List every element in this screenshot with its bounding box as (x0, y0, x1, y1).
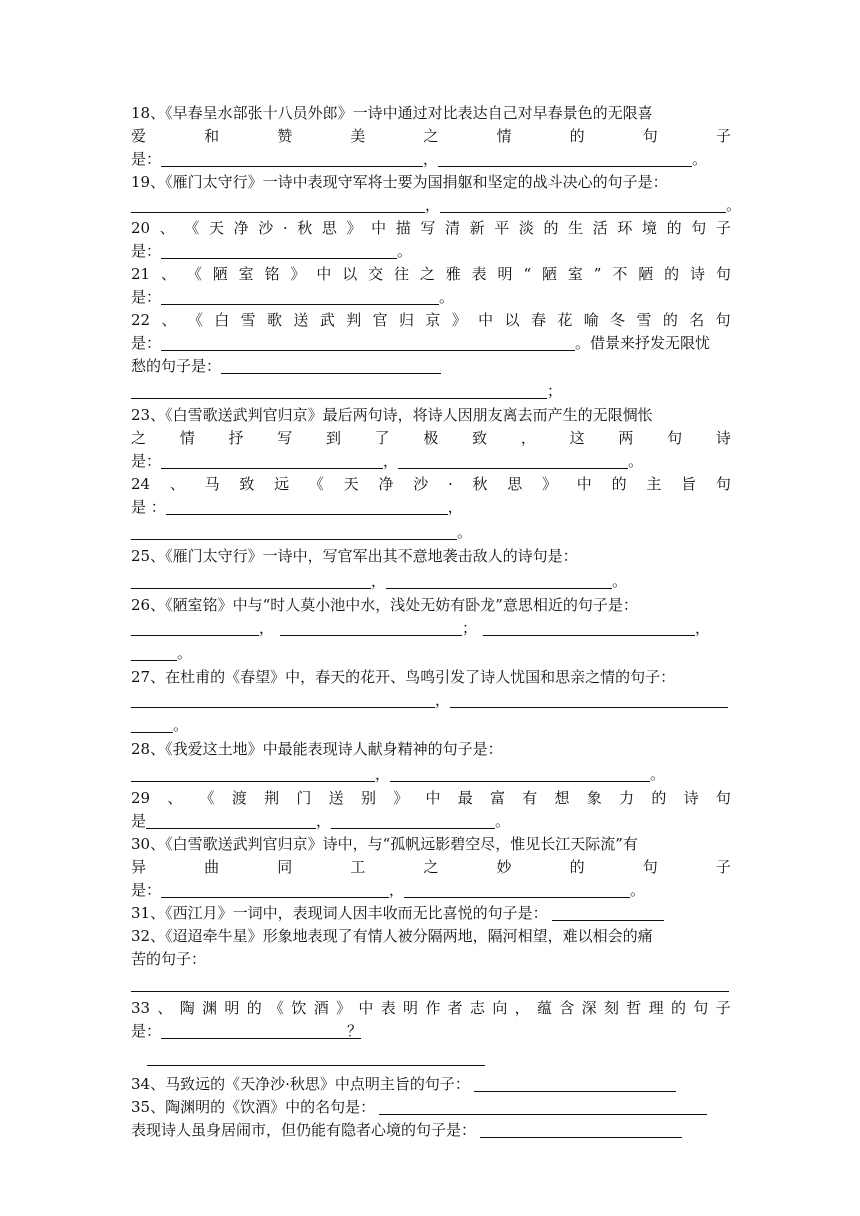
justified-char: 子 (715, 858, 731, 876)
justified-char: 明 (403, 999, 419, 1017)
justified-char: “ (523, 265, 532, 283)
justified-char: 天 (208, 219, 224, 237)
answer-blank[interactable] (131, 572, 371, 589)
answer-blank[interactable] (131, 523, 457, 540)
justified-char: 以 (342, 265, 358, 283)
answer-blank[interactable] (131, 196, 425, 213)
answer-blank[interactable] (166, 498, 448, 515)
q21-line1 (131, 263, 731, 286)
justified-char: 子 (715, 999, 731, 1017)
justified-char: 》 (542, 475, 558, 493)
justified-char: 的 (569, 127, 585, 145)
justified-char: ， (514, 999, 530, 1017)
justified-char: 句 (691, 219, 707, 237)
justified-char: 志 (470, 999, 486, 1017)
answer-blank[interactable] (131, 765, 375, 782)
justified-char: 之 (419, 265, 435, 283)
justified-char: 句 (715, 789, 731, 807)
justified-char: 中 (371, 219, 387, 237)
answer-blank[interactable] (131, 691, 435, 708)
justified-char: 中 (478, 311, 494, 329)
answer-blank[interactable] (131, 716, 173, 733)
justified-char: 新 (469, 219, 485, 237)
justified-char: 沙 (258, 219, 274, 237)
justified-char: 工 (350, 858, 366, 876)
justified-char: 者 (447, 999, 463, 1017)
justified-char: 哲 (626, 999, 642, 1017)
justified-char: 深 (581, 999, 597, 1017)
justified-char: 子 (715, 219, 731, 237)
justified-char: 酒 (313, 999, 329, 1017)
justified-char: 平 (494, 219, 510, 237)
justified-char: 京 (425, 311, 441, 329)
answer-blank[interactable] (146, 812, 316, 829)
justified-char: 《 (308, 475, 324, 493)
justified-char: 《 (187, 311, 203, 329)
justified-char: 秋 (297, 219, 313, 237)
justified-char: 中 (576, 475, 592, 493)
justified-char: 句 (642, 127, 658, 145)
justified-char: 了 (374, 429, 390, 447)
justified-char: 的 (666, 219, 682, 237)
answer-blank[interactable] (450, 691, 728, 708)
q35-line2: 表现诗人虽身居闹市，但仍能有隐者心境的句子是： (131, 1119, 731, 1142)
justified-char: 最 (457, 789, 473, 807)
justified-char: 描 (395, 219, 411, 237)
answer-blank[interactable] (131, 382, 547, 399)
justified-char: 饮 (291, 999, 307, 1017)
q20-line2: 是： 。 (131, 242, 413, 260)
justified-char: 致 (239, 475, 255, 493)
q27-line1: 27、在杜甫的《春望》中，春天的花开、鸟鸣引发了诗人忧国和思亲之情的句子： (131, 668, 676, 686)
q28-line2: ， 。 (131, 761, 731, 787)
q32-line3 (131, 971, 731, 997)
justified-char: 沙 (413, 475, 429, 493)
justified-char: 刻 (603, 999, 619, 1017)
justified-char: 21 (131, 265, 151, 283)
justified-char: 、 (159, 219, 175, 237)
justified-char: 武 (319, 311, 335, 329)
answer-blank[interactable] (398, 452, 628, 469)
justified-char: 写 (277, 429, 293, 447)
q22-line1 (131, 309, 731, 332)
q21-line2: 是： 。 (131, 288, 455, 306)
answer-blank[interactable] (379, 1098, 707, 1115)
justified-char: 明 (497, 265, 513, 283)
justified-char: 20 (131, 219, 151, 237)
justified-char: 表 (471, 265, 487, 283)
answer-blank[interactable] (131, 619, 259, 636)
justified-char: 象 (586, 789, 602, 807)
justified-char: 句 (667, 429, 683, 447)
justified-char: 蕴 (536, 999, 552, 1017)
justified-char: 、 (160, 265, 176, 283)
q18-line2 (131, 125, 731, 148)
justified-char: 喻 (583, 311, 599, 329)
justified-char: 想 (554, 789, 570, 807)
q22-line4: ； (131, 378, 731, 404)
answer-blank[interactable] (161, 334, 575, 351)
justified-char: 马 (204, 475, 220, 493)
justified-char: 陋 (541, 265, 557, 283)
justified-char: 净 (378, 475, 394, 493)
q25-line2: ， 。 (131, 568, 731, 594)
answer-blank[interactable] (131, 975, 729, 992)
justified-char: 、 (157, 999, 173, 1017)
justified-char: 22 (131, 311, 151, 329)
justified-char: 和 (204, 127, 220, 145)
justified-char: 爱 (131, 127, 147, 145)
justified-char: 陋 (212, 265, 228, 283)
justified-char: 《 (184, 219, 200, 237)
justified-char: 陋 (638, 265, 654, 283)
q30-line2 (131, 856, 731, 879)
q24-line3: 。 (131, 519, 731, 545)
justified-char: 句 (693, 999, 709, 1017)
q24-line1 (131, 473, 731, 496)
justified-char: 理 (648, 999, 664, 1017)
answer-blank[interactable] (161, 288, 439, 305)
answer-blank[interactable] (161, 452, 383, 469)
q24-line2: 是 ： ， (131, 498, 463, 516)
q26-line3: 。 (131, 640, 731, 666)
justified-char: 天 (343, 475, 359, 493)
justified-char: 力 (619, 789, 635, 807)
justified-char: 》 (451, 311, 467, 329)
justified-char: 渊 (202, 999, 218, 1017)
justified-char: 这 (569, 429, 585, 447)
justified-char: 清 (444, 219, 460, 237)
justified-char: 思 (321, 219, 337, 237)
justified-char: 秋 (472, 475, 488, 493)
justified-char: 、 (161, 311, 177, 329)
q23-line1: 23、《白雪歌送武判官归京》最后两句诗，将诗人因朋友离去而产生的无限惆怅 (131, 406, 653, 424)
justified-char: 花 (557, 311, 573, 329)
q28-line1: 28、《我爱这土地》中最能表现诗人献身精神的句子是： (131, 740, 503, 758)
justified-char: 的 (664, 265, 680, 283)
q33-line1 (131, 997, 731, 1020)
justified-char: 雅 (445, 265, 461, 283)
justified-char: 之 (131, 429, 147, 447)
justified-char: 往 (393, 265, 409, 283)
q27-line2: ， (131, 689, 731, 712)
justified-char: 句 (642, 858, 658, 876)
answer-blank[interactable] (280, 619, 462, 636)
justified-char: 雪 (240, 311, 256, 329)
justified-char: 抒 (228, 429, 244, 447)
justified-char: 以 (504, 311, 520, 329)
q25-line1: 25、《雁门太守行》一诗中，写官军出其不意地袭击敌人的诗句是： (131, 547, 578, 565)
justified-char: 淡 (518, 219, 534, 237)
answer-blank[interactable] (480, 1121, 682, 1138)
justified-char: 官 (372, 311, 388, 329)
q26-line2: ， ； ， (131, 617, 731, 640)
justified-char: 妙 (496, 858, 512, 876)
justified-char: 送 (293, 311, 309, 329)
justified-char: 的 (611, 475, 627, 493)
justified-char: 两 (618, 429, 634, 447)
q22-line2: 是： 。借景来抒发无限忧 (131, 334, 711, 352)
answer-blank[interactable] (221, 357, 441, 374)
justified-char: 子 (715, 127, 731, 145)
justified-char: 《 (199, 789, 215, 807)
justified-char: 思 (507, 475, 523, 493)
justified-char: 作 (425, 999, 441, 1017)
justified-char: 》 (290, 265, 306, 283)
justified-char: 句 (715, 311, 731, 329)
justified-char: 中 (358, 999, 374, 1017)
q29-line1 (131, 787, 731, 810)
q20-line1 (131, 217, 731, 240)
answer-blank[interactable] (161, 242, 397, 259)
answer-blank[interactable] (131, 644, 177, 661)
justified-char: 美 (350, 127, 366, 145)
q23-line2 (131, 427, 731, 450)
answer-blank[interactable] (161, 881, 389, 898)
justified-char: 荆 (264, 789, 280, 807)
q19-line1: 19、《雁门太守行》一诗中表现守军将士要为国捐躯和坚定的战斗决心的句子是： (131, 173, 668, 191)
q18-line3: 是： ， 。 (131, 150, 708, 168)
justified-char: 》 (393, 789, 409, 807)
justified-char: 名 (689, 311, 705, 329)
justified-char: 《 (186, 265, 202, 283)
justified-char: 远 (274, 475, 290, 493)
q34-line1: 34、马致远的《天净沙·秋思》中点明主旨的句子： (131, 1073, 731, 1096)
justified-char: 极 (423, 429, 439, 447)
justified-char: 、 (167, 789, 183, 807)
justified-char: 异 (131, 858, 147, 876)
q19-line2: ， 。 (131, 194, 731, 217)
justified-char: 写 (420, 219, 436, 237)
justified-char: 冬 (610, 311, 626, 329)
justified-char: 生 (568, 219, 584, 237)
answer-blank[interactable] (161, 150, 423, 167)
justified-char: 同 (277, 858, 293, 876)
q35-line1: 35、陶渊明的《饮酒》中的名句是： (131, 1096, 731, 1119)
justified-char: 白 (214, 311, 230, 329)
justified-char: 到 (325, 429, 341, 447)
justified-char: 境 (641, 219, 657, 237)
q18-line1: 18、《早春呈水部张十八员外郎》一诗中通过对比表达自己对早春景色的无限喜 (131, 104, 653, 122)
justified-char: 之 (423, 127, 439, 145)
justified-char: 》 (336, 999, 352, 1017)
justified-char: 《 (269, 999, 285, 1017)
q33-line3 (131, 1043, 731, 1073)
justified-char: 门 (296, 789, 312, 807)
q31-line1: 31、《西江月》一词中，表现词人因丰收而无比喜悦的句子是： (131, 902, 731, 925)
justified-char: 歌 (267, 311, 283, 329)
justified-char: 24 (131, 475, 151, 493)
justified-char: 环 (617, 219, 633, 237)
justified-char: 、 (169, 475, 185, 493)
justified-char: 室 (567, 265, 583, 283)
answer-blank[interactable] (331, 812, 495, 829)
q29-line2: 是 ， 。 (131, 812, 511, 830)
justified-char: 33 (131, 999, 151, 1017)
justified-char: 之 (423, 858, 439, 876)
justified-char: 有 (522, 789, 538, 807)
answer-blank[interactable] (161, 1022, 361, 1039)
q26-line1: 26、《陋室铭》中与“时人莫小池中水，浅处无妨有卧龙”意思相近的句子是： (131, 596, 638, 614)
q33-line2: 是： ？ (131, 1022, 363, 1040)
q23-line3: 是： ， 。 (131, 452, 644, 470)
justified-char: 的 (543, 219, 559, 237)
answer-blank[interactable] (483, 619, 695, 636)
justified-char: 活 (592, 219, 608, 237)
q27-line3: 。 (131, 712, 731, 738)
justified-char: 富 (490, 789, 506, 807)
answer-blank[interactable] (386, 572, 612, 589)
justified-char: · (447, 475, 453, 493)
justified-char: 的 (662, 311, 678, 329)
justified-char: 明 (224, 999, 240, 1017)
justified-char: 中 (425, 789, 441, 807)
justified-char: 表 (380, 999, 396, 1017)
justified-char: 情 (496, 127, 512, 145)
justified-char: 赞 (277, 127, 293, 145)
justified-char: 不 (612, 265, 628, 283)
justified-char: 别 (360, 789, 376, 807)
justified-char: 的 (670, 999, 686, 1017)
justified-char: 诗 (683, 789, 699, 807)
answer-blank[interactable] (552, 904, 664, 921)
justified-char: 归 (398, 311, 414, 329)
justified-char: 的 (569, 858, 585, 876)
justified-char: 句 (715, 265, 731, 283)
justified-char: 雪 (636, 311, 652, 329)
justified-char: 的 (651, 789, 667, 807)
answer-blank[interactable] (404, 881, 630, 898)
q32-line1: 32、《迢迢牵牛星》形象地表现了有情人被分隔两地，隔河相望，难以相会的痛 (131, 927, 653, 945)
justified-char: 句 (715, 475, 731, 493)
justified-char: 主 (646, 475, 662, 493)
answer-blank[interactable] (474, 1075, 676, 1092)
worksheet (131, 102, 742, 1142)
justified-char: 曲 (204, 858, 220, 876)
justified-char: 净 (233, 219, 249, 237)
answer-blank[interactable] (438, 150, 692, 167)
justified-char: 的 (246, 999, 262, 1017)
justified-char: 中 (316, 265, 332, 283)
answer-blank[interactable] (390, 765, 650, 782)
justified-char: ” (593, 265, 602, 283)
justified-char: 渡 (231, 789, 247, 807)
answer-blank[interactable] (440, 196, 726, 213)
justified-char: · (282, 219, 288, 237)
justified-char: 室 (238, 265, 254, 283)
justified-char: 春 (530, 311, 546, 329)
justified-char: 陶 (179, 999, 195, 1017)
justified-char: 诗 (689, 265, 705, 283)
justified-char: 29 (131, 789, 151, 807)
justified-char: 铭 (264, 265, 280, 283)
q30-line3: 是： ， 。 (131, 881, 646, 899)
q22-line3: 愁的句子是： (131, 355, 731, 378)
answer-blank[interactable] (147, 1049, 485, 1066)
justified-char: 向 (492, 999, 508, 1017)
justified-char: ， (520, 429, 536, 447)
justified-char: 旨 (681, 475, 697, 493)
q30-line1: 30、《白雪歌送武判官归京》诗中，与“孤帆远影碧空尽，惟见长江天际流”有 (131, 835, 638, 853)
justified-char: 诗 (715, 429, 731, 447)
justified-char: 送 (328, 789, 344, 807)
justified-char: 》 (346, 219, 362, 237)
justified-char: 情 (179, 429, 195, 447)
justified-char: 交 (368, 265, 384, 283)
justified-char: 致 (472, 429, 488, 447)
q32-line2: 苦的句子： (131, 950, 207, 968)
justified-char: 判 (346, 311, 362, 329)
justified-char: 含 (559, 999, 575, 1017)
